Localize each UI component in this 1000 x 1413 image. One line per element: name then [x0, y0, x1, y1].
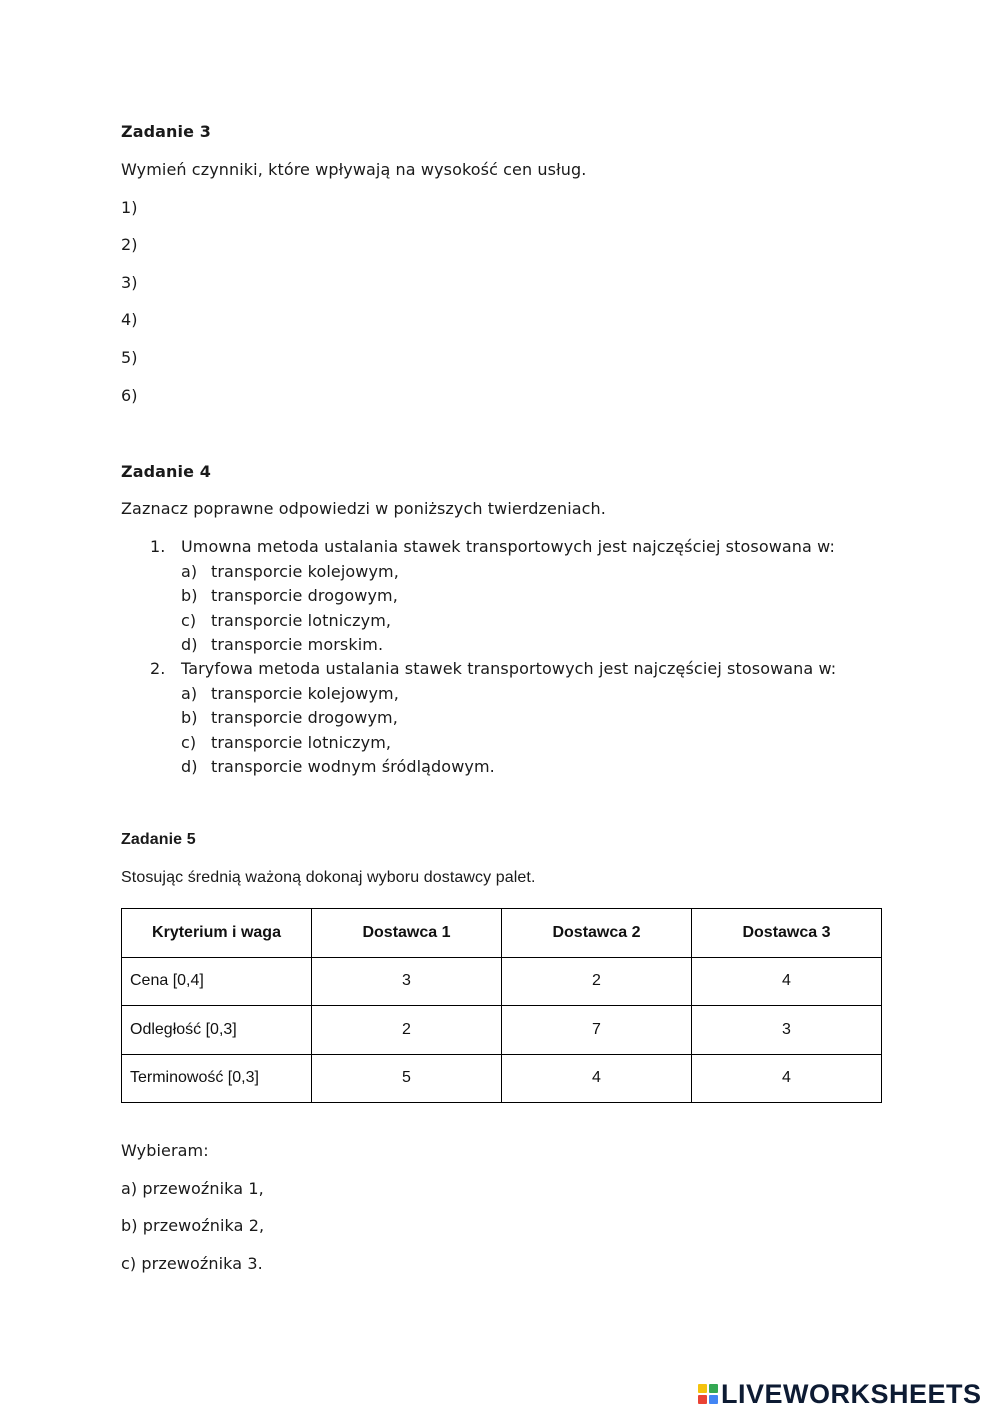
- table-cell: 4: [502, 1054, 692, 1103]
- table-cell: 2: [312, 1006, 502, 1055]
- table-cell: Cena [0,4]: [122, 957, 312, 1006]
- q2-option-d-letter: d): [181, 757, 198, 776]
- task5-title: Zadanie 5: [121, 831, 196, 848]
- table-cell: 5: [312, 1054, 502, 1103]
- answer-option-a: a) przewoźnika 1,: [121, 1179, 264, 1198]
- table-header-cell: Kryterium i waga: [122, 909, 312, 958]
- question-1-text: Umowna metoda ustalania stawek transportowych jest najczęściej stosowana w:: [181, 537, 835, 556]
- task3-item-3: 3): [121, 273, 138, 292]
- table-cell: 2: [502, 957, 692, 1006]
- q1-option-d-letter: d): [181, 635, 198, 654]
- task3-item-6: 6): [121, 386, 138, 405]
- table-header-cell: Dostawca 1: [312, 909, 502, 958]
- logo-block: [698, 1384, 707, 1393]
- table-cell: 3: [692, 1006, 882, 1055]
- task3-title: Zadanie 3: [121, 122, 211, 141]
- q2-option-c: transporcie lotniczym,: [211, 733, 392, 752]
- q2-option-c-letter: c): [181, 733, 197, 752]
- table-cell: 3: [312, 957, 502, 1006]
- task3-item-5: 5): [121, 348, 138, 367]
- q1-option-d: transporcie morskim.: [211, 635, 384, 654]
- task3-item-1: 1): [121, 198, 138, 217]
- table-header-cell: Dostawca 2: [502, 909, 692, 958]
- question-1-number: 1.: [150, 537, 166, 556]
- q2-option-a-letter: a): [181, 684, 198, 703]
- logo-block: [709, 1384, 718, 1393]
- q1-option-b-letter: b): [181, 586, 198, 605]
- liveworksheets-logo: [698, 1379, 982, 1409]
- table-row: [122, 1006, 882, 1055]
- q1-option-b: transporcie drogowym,: [211, 586, 398, 605]
- answer-option-c: c) przewoźnika 3.: [121, 1254, 263, 1273]
- table-header-cell: Dostawca 3: [692, 909, 882, 958]
- table-cell: Odległość [0,3]: [122, 1006, 312, 1055]
- task4-title: Zadanie 4: [121, 462, 211, 481]
- question-2-text: Taryfowa metoda ustalania stawek transportowych jest najczęściej stosowana w:: [181, 659, 837, 678]
- task3-instruction: Wymień czynniki, które wpływają na wysokość cen usług.: [121, 160, 587, 179]
- q2-option-d: transporcie wodnym śródlądowym.: [211, 757, 495, 776]
- logo-text: LIVEWORKSHEETS: [721, 1378, 982, 1409]
- table-cell: 4: [692, 957, 882, 1006]
- q2-option-b-letter: b): [181, 708, 198, 727]
- table-row: [122, 957, 882, 1006]
- logo-block: [709, 1395, 718, 1404]
- q2-option-b: transporcie drogowym,: [211, 708, 398, 727]
- answer-prompt: Wybieram:: [121, 1141, 209, 1160]
- logo-block: [698, 1395, 707, 1404]
- task3-item-2: 2): [121, 235, 138, 254]
- task3-item-4: 4): [121, 310, 138, 329]
- answer-option-b: b) przewoźnika 2,: [121, 1216, 265, 1235]
- q2-option-a: transporcie kolejowym,: [211, 684, 399, 703]
- table-cell: 7: [502, 1006, 692, 1055]
- table-cell: Terminowość [0,3]: [122, 1054, 312, 1103]
- table-row: [122, 1054, 882, 1103]
- task4-instruction: Zaznacz poprawne odpowiedzi w poniższych twierdzeniach.: [121, 499, 606, 518]
- q1-option-a: transporcie kolejowym,: [211, 562, 399, 581]
- supplier-criteria-table: [121, 908, 882, 1103]
- table-header-row: [122, 909, 882, 958]
- q1-option-c: transporcie lotniczym,: [211, 611, 392, 630]
- table-cell: 4: [692, 1054, 882, 1103]
- question-2-number: 2.: [150, 659, 166, 678]
- task5-instruction: Stosując średnią ważoną dokonaj wyboru dostawcy palet.: [121, 869, 536, 886]
- logo-blocks-icon: [698, 1384, 718, 1404]
- q1-option-a-letter: a): [181, 562, 198, 581]
- q1-option-c-letter: c): [181, 611, 197, 630]
